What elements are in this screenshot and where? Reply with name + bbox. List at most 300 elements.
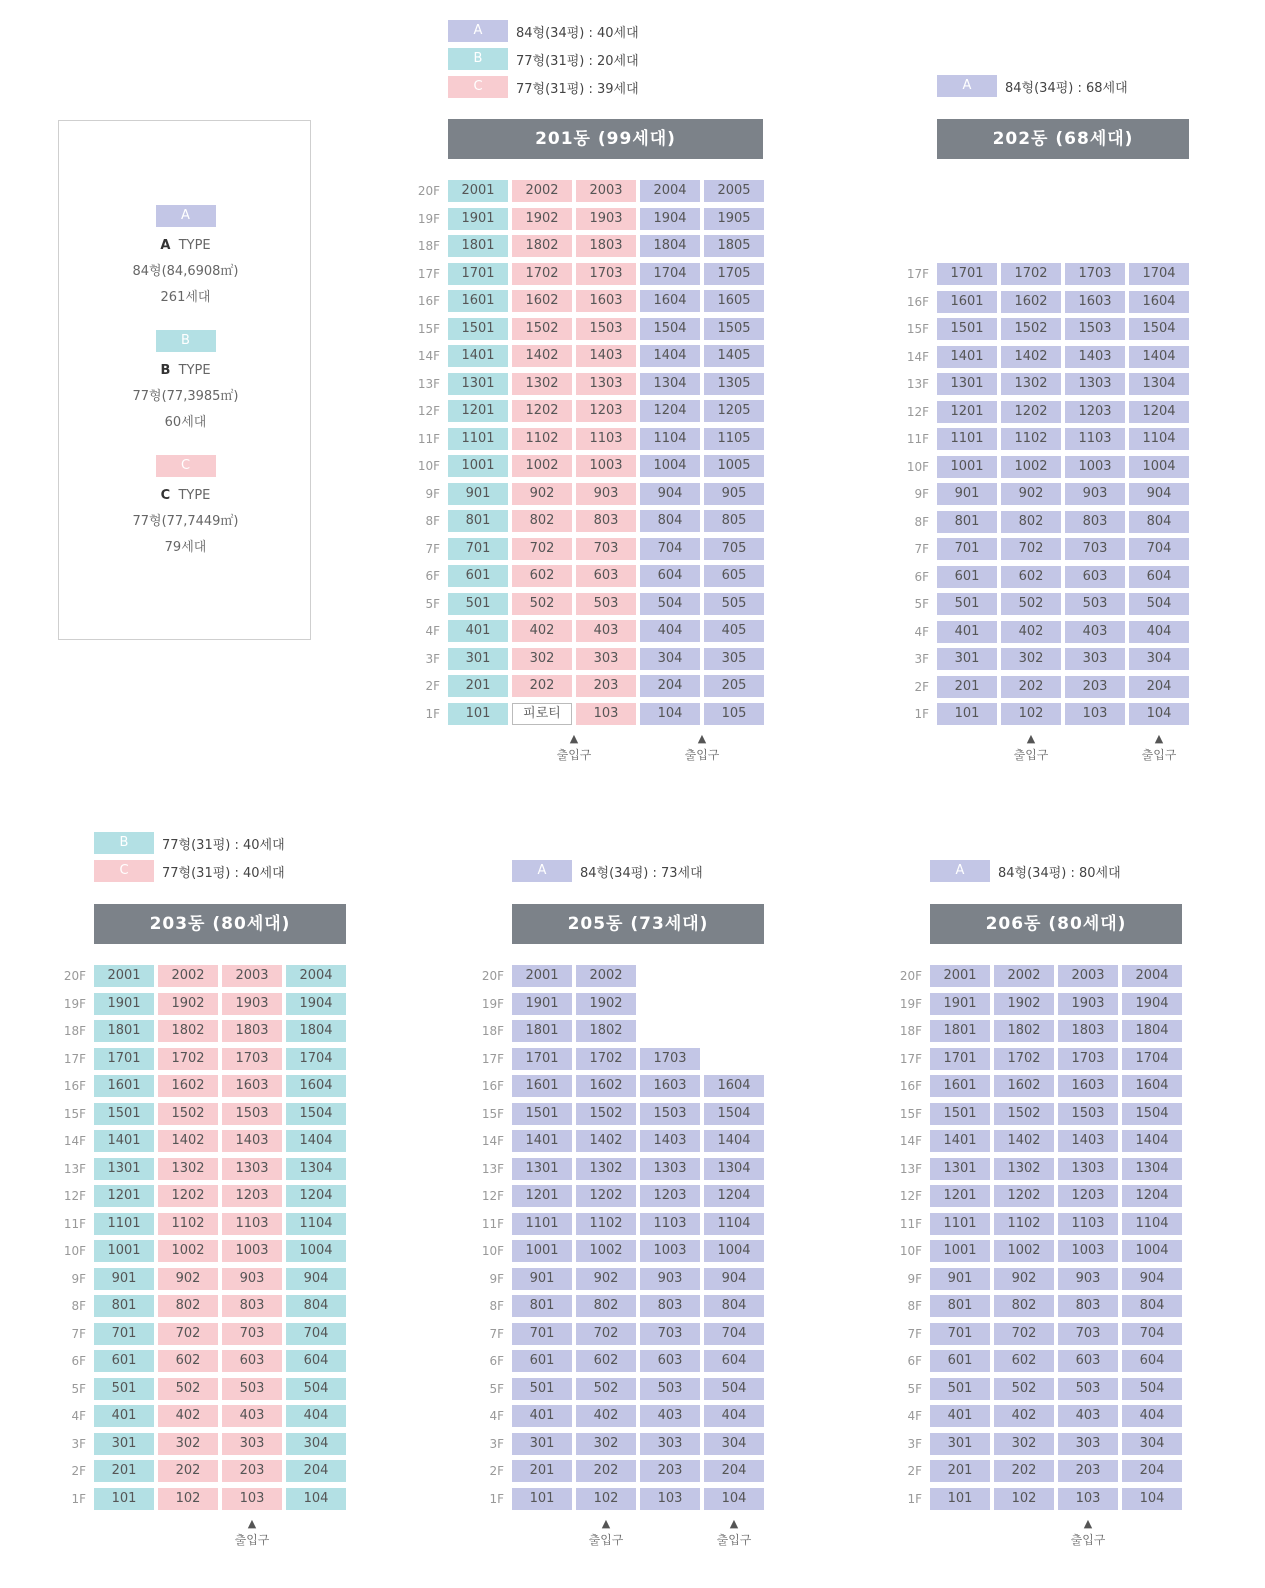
unit-cell: 701 xyxy=(94,1323,154,1345)
unit-cell: 402 xyxy=(158,1405,218,1427)
entrance-marker xyxy=(1001,731,1061,763)
triangle-up-icon: ▲ xyxy=(729,1516,739,1530)
unit-cell: 1404 xyxy=(704,1130,764,1152)
unit-cell: 1203 xyxy=(576,400,636,422)
unit-cell: 803 xyxy=(222,1295,282,1317)
unit-cell: 1102 xyxy=(576,1213,636,1235)
unit-cell: 1804 xyxy=(640,235,700,257)
floor-label: 3F xyxy=(425,651,440,666)
legend-swatch-c: C xyxy=(94,860,154,882)
unit-cell: 1603 xyxy=(1065,291,1125,313)
floor-label: 16F xyxy=(417,294,440,308)
floor-label: 13F xyxy=(481,1161,504,1176)
legend-swatch-a: A xyxy=(512,860,572,882)
unit-cell: 1701 xyxy=(448,263,508,285)
floor-label: 4F xyxy=(425,624,440,638)
unit-cell: 703 xyxy=(1058,1323,1118,1345)
unit-cell: 1802 xyxy=(994,1020,1054,1042)
unit-cell: 1404 xyxy=(1129,346,1189,368)
unit-cell: 1303 xyxy=(640,1158,700,1180)
floor-label: 8F xyxy=(907,1299,922,1313)
unit-cell: 103 xyxy=(1058,1488,1118,1510)
unit-cell: 1203 xyxy=(1065,401,1125,423)
unit-cell: 201 xyxy=(448,675,508,697)
unit-cell: 301 xyxy=(937,648,997,670)
unit-cell: 1304 xyxy=(1122,1158,1182,1180)
unit-cell: 303 xyxy=(222,1433,282,1455)
floor-label: 8F xyxy=(425,514,440,528)
floor-label: 10F xyxy=(906,459,929,474)
unit-cell: 801 xyxy=(94,1295,154,1317)
unit-cell: 503 xyxy=(1065,593,1125,615)
unit-cell: 1802 xyxy=(158,1020,218,1042)
unit-cell: 803 xyxy=(640,1295,700,1317)
unit-cell: 1905 xyxy=(704,208,764,230)
unit-cell: 604 xyxy=(704,1350,764,1372)
triangle-up-icon: ▲ xyxy=(1083,1516,1093,1530)
entrance-label: 출입구 xyxy=(1141,748,1177,762)
unit-cell: 901 xyxy=(930,1268,990,1290)
unit-cell: 1502 xyxy=(1001,318,1061,340)
unit-cell: 403 xyxy=(1065,621,1125,643)
unit-cell: 604 xyxy=(1122,1350,1182,1372)
unit-cell: 1202 xyxy=(1001,401,1061,423)
unit-cell: 2002 xyxy=(576,965,636,987)
unit-cell: 904 xyxy=(1129,483,1189,505)
unit-cell: 701 xyxy=(930,1323,990,1345)
unit-cell: 102 xyxy=(158,1488,218,1510)
unit-cell: 1203 xyxy=(222,1185,282,1207)
type-label-c: TYPE xyxy=(178,488,211,503)
entrance-marker xyxy=(222,1516,282,1548)
unit-cell: 302 xyxy=(576,1433,636,1455)
unit-cell: 1004 xyxy=(704,1240,764,1262)
unit-cell: 104 xyxy=(286,1488,346,1510)
unit-cell: 1304 xyxy=(704,1158,764,1180)
unit-cell: 602 xyxy=(576,1350,636,1372)
unit-cell: 1201 xyxy=(94,1185,154,1207)
entrance-label: 출입구 xyxy=(1013,748,1049,762)
unit-cell: 1602 xyxy=(158,1075,218,1097)
unit-cell: 1802 xyxy=(576,1020,636,1042)
unit-cell: 2003 xyxy=(576,180,636,202)
unit-cell: 1601 xyxy=(512,1075,572,1097)
unit-cell: 1904 xyxy=(640,208,700,230)
unit-cell: 305 xyxy=(704,648,764,670)
unit-cell: 1401 xyxy=(937,346,997,368)
unit-cell: 603 xyxy=(222,1350,282,1372)
unit-cell: 1604 xyxy=(640,290,700,312)
unit-cell: 1403 xyxy=(576,345,636,367)
unit-cell: 1301 xyxy=(448,373,508,395)
unit-cell: 602 xyxy=(158,1350,218,1372)
unit-cell: 604 xyxy=(1129,566,1189,588)
unit-cell: 704 xyxy=(1129,538,1189,560)
legend-row xyxy=(448,73,639,101)
unit-cell: 702 xyxy=(158,1323,218,1345)
unit-cell: 1804 xyxy=(1122,1020,1182,1042)
unit-cell: 702 xyxy=(994,1323,1054,1345)
unit-cell: 504 xyxy=(640,593,700,615)
unit-cell: 104 xyxy=(704,1488,764,1510)
floor-label: 5F xyxy=(71,1381,86,1396)
floor-label: 12F xyxy=(417,404,440,418)
floor-label: 12F xyxy=(906,404,929,419)
unit-cell: 1902 xyxy=(512,208,572,230)
unit-cell: 1101 xyxy=(930,1213,990,1235)
unit-cell: 304 xyxy=(1122,1433,1182,1455)
floor-label: 7F xyxy=(914,542,929,556)
unit-cell: 1004 xyxy=(640,455,700,477)
unit-cell: 401 xyxy=(937,621,997,643)
unit-cell: 1502 xyxy=(994,1103,1054,1125)
unit-cell: 2001 xyxy=(930,965,990,987)
unit-cell: 703 xyxy=(1065,538,1125,560)
floor-label: 3F xyxy=(71,1436,86,1451)
unit-cell: 피로티 xyxy=(512,703,572,725)
unit-cell: 2001 xyxy=(512,965,572,987)
unit-cell: 1204 xyxy=(1129,401,1189,423)
type-entry-b xyxy=(59,330,312,436)
floor-label: 9F xyxy=(71,1271,86,1286)
unit-cell: 602 xyxy=(1001,566,1061,588)
unit-cell: 1805 xyxy=(704,235,764,257)
floor-label: 5F xyxy=(489,1381,504,1396)
unit-cell: 804 xyxy=(640,510,700,532)
unit-cell: 201 xyxy=(930,1460,990,1482)
floor-label: 20F xyxy=(481,969,504,983)
floor-label: 4F xyxy=(907,1409,922,1423)
unit-cell: 301 xyxy=(448,648,508,670)
building-202-legend xyxy=(937,72,1128,100)
legend-row xyxy=(937,72,1128,100)
legend-text: 84형(34평) : 73세대 xyxy=(580,865,703,881)
floor-label: 12F xyxy=(63,1189,86,1203)
unit-cell: 1001 xyxy=(937,456,997,478)
unit-cell: 1504 xyxy=(704,1103,764,1125)
unit-cell: 1202 xyxy=(512,400,572,422)
unit-cell: 902 xyxy=(158,1268,218,1290)
floor-label: 16F xyxy=(63,1079,86,1093)
unit-cell: 1702 xyxy=(994,1048,1054,1070)
legend-row xyxy=(512,857,703,885)
unit-cell: 1303 xyxy=(1058,1158,1118,1180)
unit-cell: 904 xyxy=(640,483,700,505)
unit-cell: 1402 xyxy=(1001,346,1061,368)
floor-label: 15F xyxy=(417,321,440,336)
unit-cell: 902 xyxy=(1001,483,1061,505)
legend-row xyxy=(448,45,639,73)
unit-cell: 1501 xyxy=(512,1103,572,1125)
unit-cell: 1403 xyxy=(640,1130,700,1152)
floor-label: 13F xyxy=(417,376,440,391)
floor-label: 8F xyxy=(71,1299,86,1313)
unit-cell: 1404 xyxy=(1122,1130,1182,1152)
unit-cell: 1504 xyxy=(1129,318,1189,340)
floor-label: 15F xyxy=(899,1106,922,1121)
unit-cell: 1902 xyxy=(158,993,218,1015)
unit-cell: 1402 xyxy=(158,1130,218,1152)
floor-label: 17F xyxy=(906,267,929,281)
floor-label: 9F xyxy=(425,486,440,501)
unit-cell: 501 xyxy=(448,593,508,615)
unit-cell: 1502 xyxy=(512,318,572,340)
unit-cell: 701 xyxy=(448,538,508,560)
unit-cell: 1204 xyxy=(286,1185,346,1207)
type-units-a: 261세대 xyxy=(160,290,211,305)
triangle-up-icon: ▲ xyxy=(1026,732,1036,745)
entrance-label: 출입구 xyxy=(716,1532,752,1547)
unit-cell: 803 xyxy=(1065,511,1125,533)
floor-label: 16F xyxy=(906,294,929,309)
unit-cell: 1903 xyxy=(576,208,636,230)
unit-cell: 504 xyxy=(704,1378,764,1400)
unit-cell: 1304 xyxy=(286,1158,346,1180)
floor-label: 6F xyxy=(914,569,929,584)
unit-cell: 1801 xyxy=(930,1020,990,1042)
unit-cell: 1301 xyxy=(94,1158,154,1180)
unit-cell: 805 xyxy=(704,510,764,532)
unit-cell: 101 xyxy=(930,1488,990,1510)
unit-cell: 1902 xyxy=(576,993,636,1015)
entrance-marker xyxy=(704,1516,764,1548)
unit-cell: 1302 xyxy=(512,373,572,395)
building-title: 203동 (80세대) xyxy=(94,904,346,944)
unit-cell: 1604 xyxy=(286,1075,346,1097)
unit-cell: 1903 xyxy=(222,993,282,1015)
unit-cell: 701 xyxy=(937,538,997,560)
unit-cell: 1703 xyxy=(1058,1048,1118,1070)
floor-label: 11F xyxy=(63,1216,86,1231)
unit-cell: 802 xyxy=(994,1295,1054,1317)
unit-cell: 1105 xyxy=(704,428,764,450)
unit-cell: 1302 xyxy=(994,1158,1054,1180)
unit-cell: 1702 xyxy=(1001,263,1061,285)
unit-cell: 1103 xyxy=(1065,428,1125,450)
floor-label: 6F xyxy=(907,1354,922,1368)
entrance-label: 출입구 xyxy=(684,747,720,762)
unit-cell: 2002 xyxy=(158,965,218,987)
floor-label: 8F xyxy=(489,1299,504,1313)
unit-cell: 1902 xyxy=(994,993,1054,1015)
unit-cell: 704 xyxy=(286,1323,346,1345)
entrance-label: 출입구 xyxy=(234,1532,270,1547)
unit-cell: 2004 xyxy=(640,180,700,202)
unit-cell: 103 xyxy=(1065,703,1125,725)
unit-cell: 704 xyxy=(640,538,700,560)
unit-cell: 104 xyxy=(1129,703,1189,725)
building-206-legend xyxy=(930,857,1121,885)
floor-label: 11F xyxy=(899,1216,922,1231)
unit-cell: 705 xyxy=(704,538,764,560)
type-label-b: TYPE xyxy=(178,363,211,378)
floor-label: 1F xyxy=(907,1491,922,1506)
unit-cell: 504 xyxy=(1129,593,1189,615)
unit-cell: 301 xyxy=(512,1433,572,1455)
unit-cell: 801 xyxy=(512,1295,572,1317)
unit-cell: 1201 xyxy=(448,400,508,422)
unit-cell: 802 xyxy=(158,1295,218,1317)
floor-label: 7F xyxy=(425,541,440,556)
unit-cell: 1603 xyxy=(222,1075,282,1097)
floor-label: 4F xyxy=(914,624,929,639)
unit-cell: 1301 xyxy=(512,1158,572,1180)
unit-cell: 201 xyxy=(937,676,997,698)
unit-cell: 701 xyxy=(512,1323,572,1345)
unit-cell: 605 xyxy=(704,565,764,587)
floor-label: 10F xyxy=(63,1244,86,1258)
floor-label: 19F xyxy=(899,996,922,1011)
unit-cell: 802 xyxy=(576,1295,636,1317)
unit-cell: 1901 xyxy=(448,208,508,230)
unit-cell: 1801 xyxy=(448,235,508,257)
unit-cell: 1005 xyxy=(704,455,764,477)
unit-cell: 502 xyxy=(576,1378,636,1400)
unit-cell: 503 xyxy=(222,1378,282,1400)
entrance-marker xyxy=(672,731,732,763)
floor-label: 3F xyxy=(914,652,929,666)
floor-label: 1F xyxy=(425,706,440,721)
unit-cell: 1503 xyxy=(1065,318,1125,340)
unit-cell: 1401 xyxy=(448,345,508,367)
unit-cell: 104 xyxy=(640,703,700,725)
unit-cell: 401 xyxy=(930,1405,990,1427)
unit-cell: 402 xyxy=(512,620,572,642)
floor-label: 20F xyxy=(899,969,922,983)
unit-cell: 1604 xyxy=(1129,291,1189,313)
unit-cell: 102 xyxy=(994,1488,1054,1510)
unit-cell: 1201 xyxy=(512,1185,572,1207)
floor-label: 11F xyxy=(417,431,440,446)
unit-cell: 1101 xyxy=(937,428,997,450)
legend-text: 77형(31평) : 39세대 xyxy=(516,81,639,97)
unit-cell: 502 xyxy=(158,1378,218,1400)
unit-cell: 204 xyxy=(704,1460,764,1482)
unit-cell: 502 xyxy=(994,1378,1054,1400)
unit-cell: 1204 xyxy=(640,400,700,422)
unit-cell: 202 xyxy=(576,1460,636,1482)
unit-cell: 1703 xyxy=(222,1048,282,1070)
unit-cell: 203 xyxy=(576,675,636,697)
unit-cell: 1002 xyxy=(512,455,572,477)
legend-row xyxy=(930,857,1121,885)
floor-label: 5F xyxy=(907,1381,922,1396)
unit-cell: 703 xyxy=(576,538,636,560)
floor-label: 4F xyxy=(489,1409,504,1423)
floor-label: 2F xyxy=(489,1464,504,1478)
unit-cell: 804 xyxy=(1129,511,1189,533)
unit-cell: 1604 xyxy=(704,1075,764,1097)
unit-cell: 903 xyxy=(1058,1268,1118,1290)
legend-swatch-b: B xyxy=(94,832,154,854)
unit-cell: 401 xyxy=(512,1405,572,1427)
unit-cell: 1803 xyxy=(1058,1020,1118,1042)
floor-label: 11F xyxy=(481,1216,504,1231)
unit-cell: 404 xyxy=(640,620,700,642)
unit-cell: 101 xyxy=(448,703,508,725)
unit-cell: 802 xyxy=(1001,511,1061,533)
unit-cell: 1001 xyxy=(512,1240,572,1262)
unit-cell: 303 xyxy=(640,1433,700,1455)
type-swatch-a: A xyxy=(156,205,216,227)
floor-label: 14F xyxy=(417,349,440,363)
floor-label: 14F xyxy=(63,1134,86,1148)
unit-cell: 1004 xyxy=(286,1240,346,1262)
unit-cell: 1504 xyxy=(1122,1103,1182,1125)
unit-cell: 603 xyxy=(576,565,636,587)
floor-label: 9F xyxy=(907,1271,922,1286)
unit-cell: 1601 xyxy=(937,291,997,313)
unit-cell: 604 xyxy=(640,565,700,587)
unit-cell: 1401 xyxy=(512,1130,572,1152)
floor-label: 2F xyxy=(914,679,929,694)
unit-cell: 405 xyxy=(704,620,764,642)
unit-cell: 1302 xyxy=(158,1158,218,1180)
triangle-up-icon: ▲ xyxy=(601,1516,611,1530)
unit-cell: 1002 xyxy=(158,1240,218,1262)
type-area-a: 84형(84,6908㎡) xyxy=(132,264,239,279)
unit-cell: 2004 xyxy=(286,965,346,987)
unit-cell: 505 xyxy=(704,593,764,615)
unit-cell: 801 xyxy=(937,511,997,533)
unit-cell: 1702 xyxy=(158,1048,218,1070)
unit-cell: 104 xyxy=(1122,1488,1182,1510)
unit-cell: 601 xyxy=(512,1350,572,1372)
unit-cell: 1103 xyxy=(576,428,636,450)
legend-text: 84형(34평) : 68세대 xyxy=(1005,80,1128,96)
unit-cell: 1804 xyxy=(286,1020,346,1042)
entrance-marker xyxy=(576,1516,636,1548)
unit-cell: 1203 xyxy=(640,1185,700,1207)
unit-cell: 1201 xyxy=(930,1185,990,1207)
floor-label: 19F xyxy=(481,996,504,1011)
unit-cell: 1405 xyxy=(704,345,764,367)
floor-label: 20F xyxy=(63,969,86,983)
unit-cell: 804 xyxy=(1122,1295,1182,1317)
unit-cell: 2001 xyxy=(448,180,508,202)
unit-cell: 1504 xyxy=(286,1103,346,1125)
unit-cell: 1303 xyxy=(222,1158,282,1180)
floor-label: 5F xyxy=(425,596,440,611)
legend-swatch-b: B xyxy=(448,48,508,70)
unit-cell: 1801 xyxy=(94,1020,154,1042)
unit-cell: 403 xyxy=(222,1405,282,1427)
unit-cell: 603 xyxy=(1058,1350,1118,1372)
unit-cell: 101 xyxy=(937,703,997,725)
unit-cell: 802 xyxy=(512,510,572,532)
unit-cell: 1404 xyxy=(640,345,700,367)
legend-text: 84형(34평) : 80세대 xyxy=(998,865,1121,881)
floor-label: 16F xyxy=(899,1079,922,1093)
legend-text: 77형(31평) : 20세대 xyxy=(516,53,639,69)
unit-cell: 1401 xyxy=(930,1130,990,1152)
unit-cell: 1401 xyxy=(94,1130,154,1152)
unit-cell: 902 xyxy=(576,1268,636,1290)
unit-cell: 1505 xyxy=(704,318,764,340)
floor-label: 9F xyxy=(914,487,929,501)
floor-label: 16F xyxy=(481,1079,504,1093)
unit-cell: 1704 xyxy=(1122,1048,1182,1070)
triangle-up-icon: ▲ xyxy=(1154,732,1164,745)
unit-cell: 1003 xyxy=(576,455,636,477)
unit-cell: 1103 xyxy=(1058,1213,1118,1235)
unit-cell: 302 xyxy=(512,648,572,670)
unit-cell: 202 xyxy=(1001,676,1061,698)
unit-cell: 1504 xyxy=(640,318,700,340)
unit-cell: 1302 xyxy=(1001,373,1061,395)
unit-cell: 504 xyxy=(1122,1378,1182,1400)
floor-label: 13F xyxy=(899,1161,922,1176)
